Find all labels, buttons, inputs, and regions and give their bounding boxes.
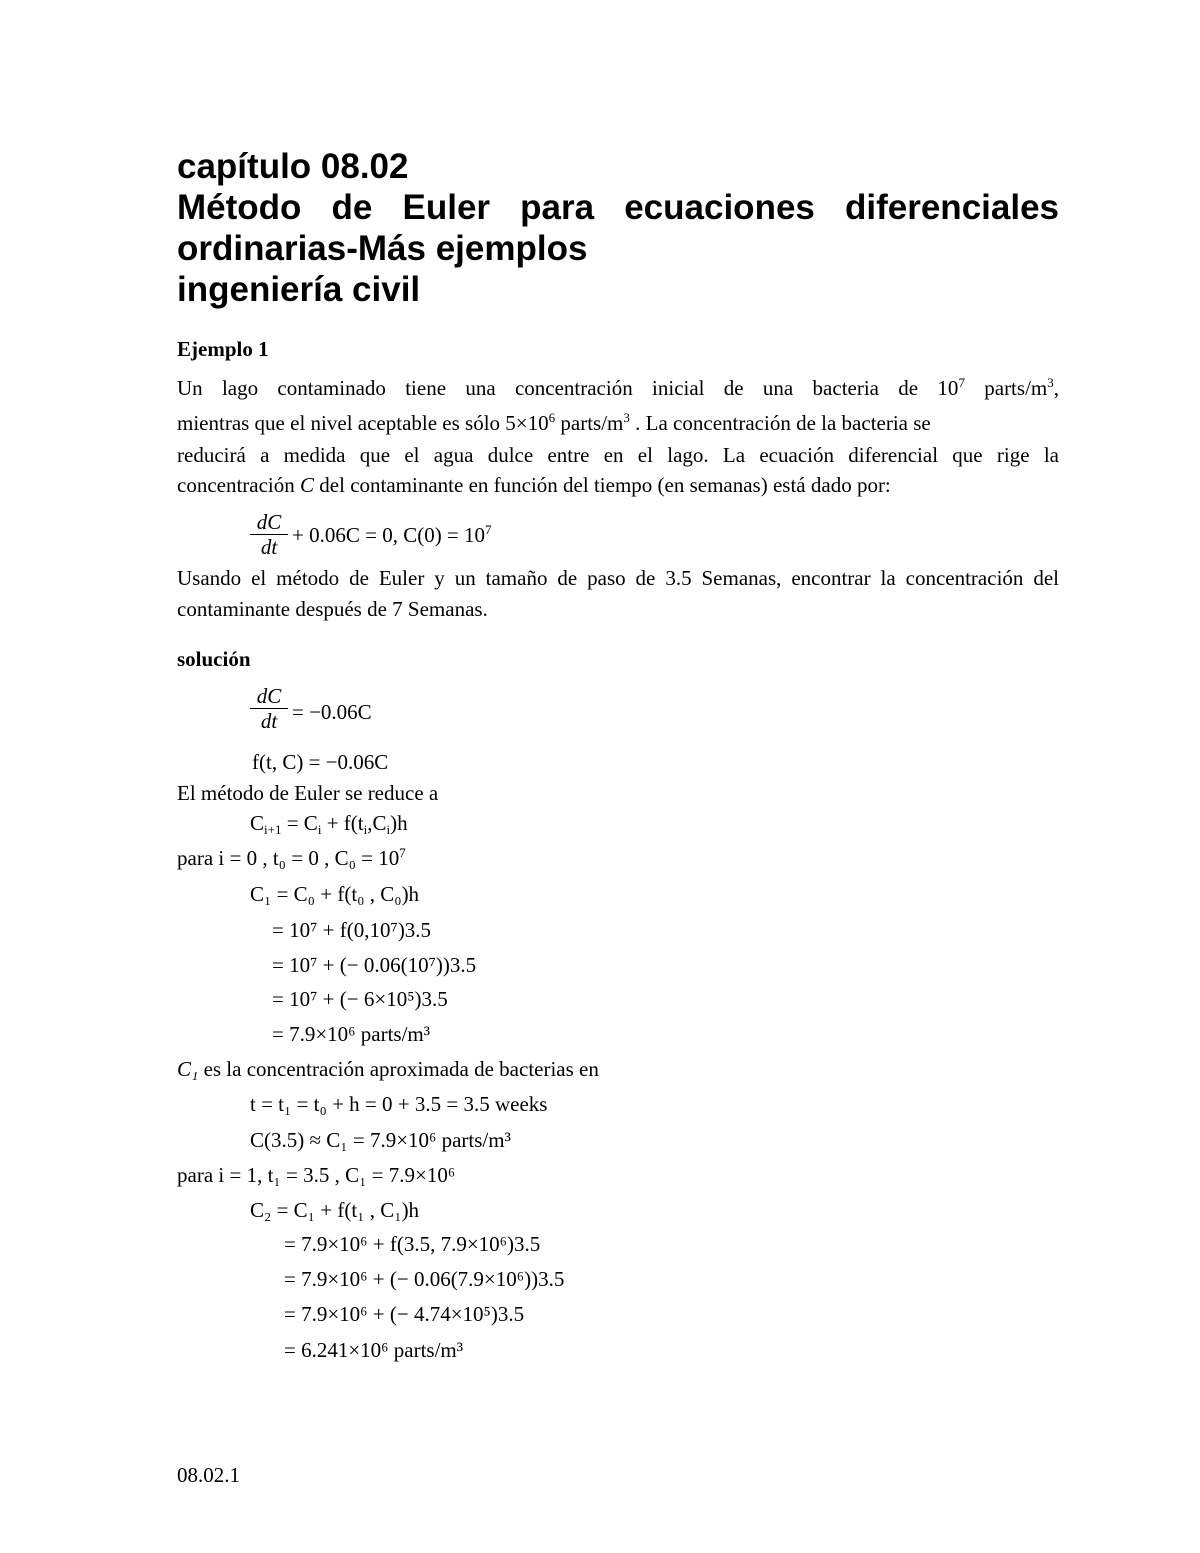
euler-formula-part: C (250, 811, 265, 835)
unit-text: parts/m (964, 376, 1048, 400)
page-number: 08.02.1 (177, 1463, 240, 1487)
c2-line-4: = 7.9×10⁶ + (− 4.74×10⁵)3.5 (284, 1302, 525, 1326)
ode-fraction (250, 510, 288, 559)
punctuation: , (1053, 376, 1059, 400)
problem-line-3: reducirá a medida que el agua dulce entre en el lago. La ecuación diferencial que rige la (177, 443, 1059, 467)
step-label: para (177, 1163, 219, 1187)
step-label: para (177, 846, 219, 870)
title-line-3: ordinarias-Más ejemplos (177, 229, 588, 268)
c1-line-2: = 10⁷ + f(0,10⁷)3.5 (272, 918, 432, 942)
subscript: i (363, 822, 368, 837)
step-0-conditions (177, 845, 1059, 871)
problem-line-2-text: mientras que el nivel aceptable es sólo 5×10 (177, 411, 549, 435)
ode-equation (292, 522, 492, 548)
exponent: 6 (548, 410, 556, 425)
problem-line-1 (177, 375, 1059, 401)
derivative-fraction (250, 684, 288, 733)
problem-line-4-end: del contaminante en función del tiempo (en semanas) está dado por: (314, 473, 891, 497)
c2-line-1: C₂ = C₁ + f(t₁ , C₁)h (250, 1198, 420, 1222)
exponent: 7 (485, 522, 492, 537)
example-heading: Ejemplo 1 (177, 337, 269, 361)
exponent: 3 (623, 410, 630, 425)
variable-c: C (300, 473, 315, 497)
unit-text: parts/m (555, 411, 624, 435)
subscript: i (386, 822, 391, 837)
title-line-2: Método de Euler para ecuaciones diferenciales (177, 188, 1059, 227)
problem-line-1-text: Un lago contaminado tiene una concentración inicial de una bacteria de 10 (177, 376, 959, 400)
step-0-values: i = 0 , t₀ = 0 , C₀ = 10 (218, 846, 400, 870)
ode-equation-text: + 0.06C = 0, C(0) = 10 (292, 523, 486, 547)
problem-line-4 (177, 472, 1059, 498)
c2-line-3: = 7.9×10⁶ + (− 0.06(7.9×10⁶))3.5 (284, 1267, 565, 1291)
euler-formula (250, 810, 408, 836)
problem-line-2-end: . La concentración de la bacteria se (629, 411, 931, 435)
time-step-line: t = t₁ = t₀ + h = 0 + 3.5 = 3.5 weeks (250, 1092, 548, 1116)
euler-formula-part: ,C (367, 811, 387, 835)
fraction-numerator: dC (256, 684, 282, 708)
c1-line-1: C₁ = C₀ + f(t₀ , C₀)h (250, 882, 420, 906)
solution-heading: solución (177, 647, 251, 671)
c1-description (177, 1056, 1059, 1082)
c1-line-3: = 10⁷ + (− 0.06(10⁷))3.5 (272, 953, 477, 977)
c-at-3-5-line: C(3.5) ≈ C₁ = 7.9×10⁶ parts/m³ (250, 1128, 511, 1152)
c2-line-2: = 7.9×10⁶ + f(3.5, 7.9×10⁶)3.5 (284, 1232, 541, 1256)
problem-line-2 (177, 410, 1059, 436)
euler-formula-part: = C (281, 811, 318, 835)
function-definition: f(t, C) = −0.06C (252, 750, 389, 774)
problem-question: Usando el método de Euler y un tamaño de paso de 3.5 Semanas, encontrar la concentración del contaminante después de 7 Semanas. (177, 566, 1059, 621)
exponent: 3 (1047, 375, 1054, 390)
fraction-denominator: dt (260, 535, 278, 559)
problem-line-4-text: concentración (177, 473, 301, 497)
c1-result: = 7.9×10⁶ parts/m³ (272, 1022, 431, 1046)
subscript: i (317, 822, 322, 837)
exponent: 7 (958, 375, 965, 390)
variable-c1: C₁ (177, 1057, 199, 1081)
step-1-values: i = 1, t₁ = 3.5 , C₁ = 7.9×10⁶ (218, 1163, 456, 1187)
c1-description-text: es la concentración aproximada de bacterias en (198, 1057, 599, 1081)
title-line-4: ingeniería civil (177, 270, 421, 309)
fraction-denominator: dt (260, 709, 278, 733)
c1-line-4: = 10⁷ + (− 6×10⁵)3.5 (272, 987, 448, 1011)
euler-intro: El método de Euler se reduce a (177, 781, 439, 805)
exponent: 7 (399, 845, 406, 860)
subscript: i+1 (264, 822, 282, 837)
euler-formula-part: )h (390, 811, 408, 835)
chapter-title: capítulo 08.02 (177, 147, 409, 186)
c2-result: = 6.241×10⁶ parts/m³ (284, 1338, 464, 1362)
step-1-conditions (177, 1162, 1059, 1188)
derivative-equation: = −0.06C (292, 700, 372, 724)
euler-formula-part: + f(t (321, 811, 364, 835)
fraction-numerator: dC (256, 510, 282, 534)
